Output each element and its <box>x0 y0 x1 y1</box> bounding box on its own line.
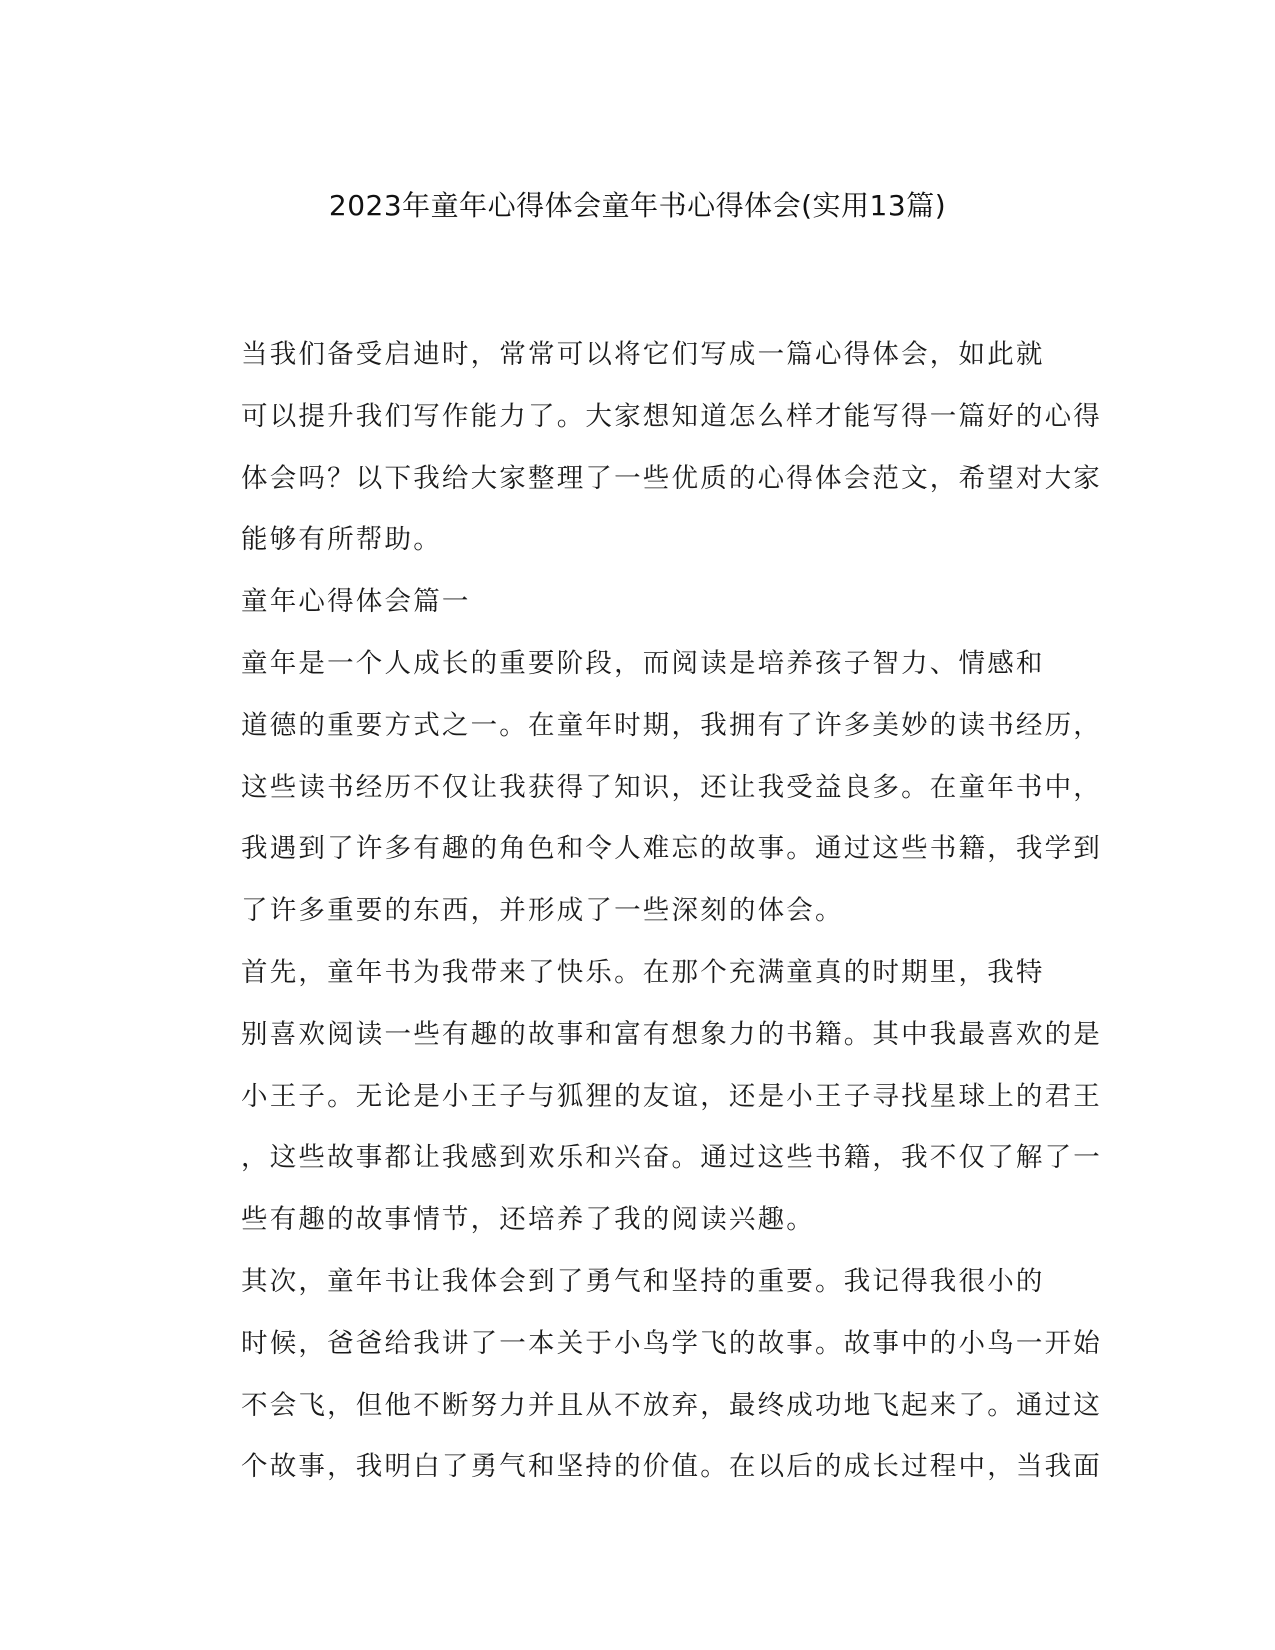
text-line: 道德的重要方式之一。在童年时期，我拥有了许多美妙的读书经历， <box>241 709 1102 741</box>
body-paragraph <box>188 633 1102 942</box>
text-line: 能够有所帮助。 <box>241 524 442 556</box>
text-line: 可以提升我们写作能力了。大家想知道怎么样才能写得一篇好的心得 <box>241 400 1102 432</box>
text-line: 别喜欢阅读一些有趣的故事和富有想象力的书籍。其中我最喜欢的是 <box>241 1018 1102 1050</box>
text-line: 些有趣的故事情节，还培养了我的阅读兴趣。 <box>241 1204 815 1236</box>
document-body <box>188 324 1102 1498</box>
text-line: 个故事，我明白了勇气和坚持的价值。在以后的成长过程中，当我面 <box>241 1451 1102 1483</box>
text-line: 这些读书经历不仅让我获得了知识，还让我受益良多。在童年书中， <box>241 771 1102 803</box>
text-line: 其次，童年书让我体会到了勇气和坚持的重要。我记得我很小的 <box>241 1265 1045 1297</box>
text-line: 首先，童年书为我带来了快乐。在那个充满童真的时期里，我特 <box>241 956 1045 988</box>
section-heading <box>188 571 1068 633</box>
text-line: 我遇到了许多有趣的角色和令人难忘的故事。通过这些书籍，我学到 <box>241 833 1102 865</box>
text-line: 不会飞，但他不断努力并且从不放弃，最终成功地飞起来了。通过这 <box>241 1389 1102 1421</box>
text-line: 了许多重要的东西，并形成了一些深刻的体会。 <box>241 895 844 927</box>
text-line: 童年是一个人成长的重要阶段，而阅读是培养孩子智力、情感和 <box>241 647 1045 679</box>
text-line: 小王子。无论是小王子与狐狸的友谊，还是小王子寻找星球上的君王 <box>241 1080 1102 1112</box>
text-line: 当我们备受启迪时，常常可以将它们写成一篇心得体会，如此就 <box>241 339 1045 370</box>
intro-paragraph <box>188 324 1102 571</box>
document-title: 2023年童年心得体会童年书心得体会(实用13篇) <box>328 189 947 222</box>
body-paragraph <box>188 942 1102 1251</box>
text-line: 童年心得体会篇一 <box>241 586 471 618</box>
body-paragraph <box>188 1251 1102 1498</box>
text-line: ，这些故事都让我感到欢乐和兴奋。通过这些书籍，我不仅了解了一 <box>241 1142 1102 1174</box>
text-line: 体会吗？以下我给大家整理了一些优质的心得体会范文，希望对大家 <box>241 462 1102 494</box>
text-line: 时候，爸爸给我讲了一本关于小鸟学飞的故事。故事中的小鸟一开始 <box>241 1327 1102 1359</box>
